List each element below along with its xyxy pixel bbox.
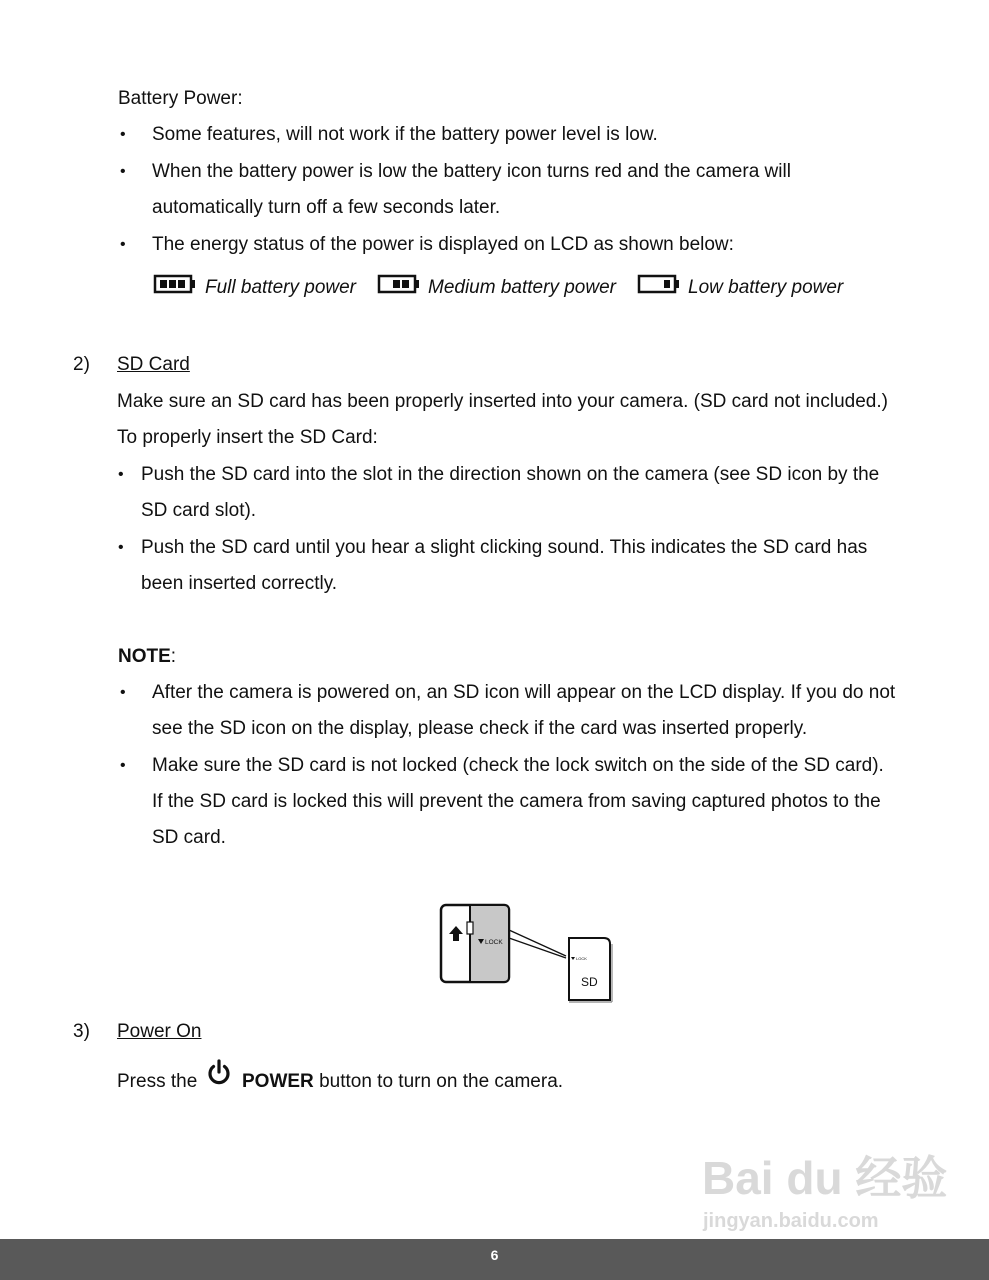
bullet-dot: • bbox=[120, 684, 126, 701]
note-bullet-2-cont2: SD card. bbox=[152, 827, 226, 848]
battery-medium-label: Medium battery power bbox=[428, 277, 616, 298]
sd-bullet-1: Push the SD card into the slot in the direction shown on the camera (see SD icon by the bbox=[141, 464, 880, 485]
battery-low-icon bbox=[637, 274, 681, 294]
battery-medium-icon bbox=[377, 274, 421, 294]
sd-insert-heading: To properly insert the SD Card: bbox=[117, 427, 378, 448]
note-heading bbox=[118, 645, 176, 669]
page-footer bbox=[0, 1239, 989, 1280]
power-section-title: Power On bbox=[117, 1021, 202, 1042]
power-instruction-rest bbox=[242, 1070, 563, 1094]
battery-bullet-2: When the battery power is low the battery icon turns red and the camera will bbox=[152, 161, 791, 182]
sd-card-outline bbox=[569, 938, 610, 1000]
sd-bullet-1-cont: SD card slot). bbox=[141, 500, 257, 521]
bullet-dot: • bbox=[118, 539, 124, 556]
sd-bullet-2: Push the SD card until you hear a slight clicking sound. This indicates the SD card has bbox=[141, 537, 868, 558]
power-instruction-start: Press the bbox=[117, 1071, 198, 1092]
sd-card-label: SD bbox=[581, 975, 598, 989]
note-bullet-1: After the camera is powered on, an SD icon will appear on the LCD display. If you do not bbox=[152, 682, 896, 703]
note-label: NOTE bbox=[118, 646, 171, 667]
bullet-dot: • bbox=[120, 163, 126, 180]
battery-bullet-2-cont: automatically turn off a few seconds later. bbox=[152, 197, 501, 218]
lock-label: LOCK bbox=[485, 939, 503, 946]
note-bullet-2: Make sure the SD card is not locked (check the lock switch on the side of the SD card). bbox=[152, 755, 884, 776]
bullet-dot: • bbox=[118, 466, 124, 483]
battery-heading: Battery Power: bbox=[118, 88, 243, 109]
battery-low-label: Low battery power bbox=[688, 277, 844, 298]
bullet-dot: • bbox=[120, 126, 126, 143]
note-colon: : bbox=[170, 646, 177, 667]
power-section-number: 3) bbox=[73, 1021, 90, 1042]
battery-bullet-3: The energy status of the power is displayed on LCD as shown below: bbox=[152, 234, 734, 255]
lock-switch bbox=[467, 922, 473, 934]
sd-bullet-2-cont: been inserted correctly. bbox=[141, 573, 338, 594]
card-lock-label: LOCK bbox=[576, 956, 587, 961]
note-bullet-2-cont: If the SD card is locked this will prevent the camera from saving captured photos to the bbox=[152, 791, 881, 812]
power-icon bbox=[205, 1058, 233, 1086]
battery-bullet-1: Some features, will not work if the battery power level is low. bbox=[152, 124, 658, 145]
battery-full-label: Full battery power bbox=[205, 277, 357, 298]
power-instruction-end: button to turn on the camera. bbox=[319, 1071, 564, 1092]
page-number: 6 bbox=[490, 1247, 499, 1263]
power-button-name: POWER bbox=[242, 1071, 314, 1092]
battery-full-icon bbox=[153, 274, 197, 294]
baidu-watermark-logo: Bai du 经验 bbox=[702, 1152, 948, 1204]
bullet-dot: • bbox=[120, 236, 126, 253]
sd-section-title: SD Card bbox=[117, 354, 190, 375]
bullet-dot: • bbox=[120, 757, 126, 774]
sd-lock-diagram bbox=[438, 902, 618, 1004]
baidu-watermark-url: jingyan.baidu.com bbox=[703, 1210, 879, 1232]
note-bullet-1-cont: see the SD icon on the display, please check if the card was inserted properly. bbox=[152, 718, 808, 739]
sd-section-number: 2) bbox=[73, 354, 90, 375]
sd-intro: Make sure an SD card has been properly inserted into your camera. (SD card not included.) bbox=[117, 391, 888, 412]
